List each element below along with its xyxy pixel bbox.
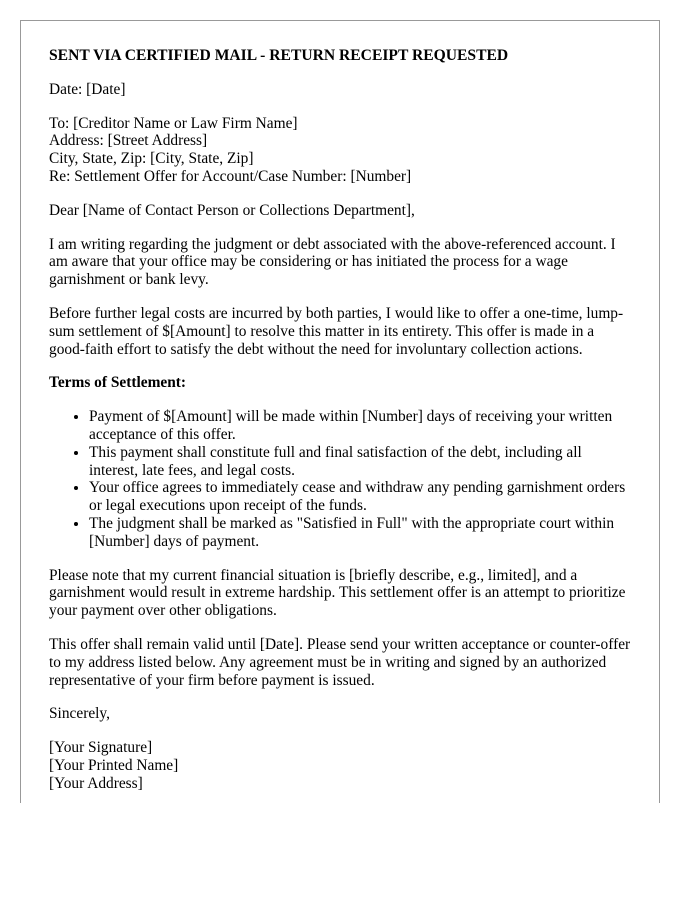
terms-list (49, 408, 632, 550)
recipient-block (49, 115, 632, 186)
term-item: • This payment shall constitute full and final satisfaction of the debt, including all interest, late fees, and legal costs. (89, 444, 632, 480)
term-item: • The judgment shall be marked as "Satisfied in Full" with the appropriate court within [Number] days of payment. (89, 515, 632, 551)
salutation: Dear [Name of Contact Person or Collections Department], (49, 201, 415, 219)
signature-line: [Your Signature] (49, 739, 153, 757)
letter-heading: SENT VIA CERTIFIED MAIL - RETURN RECEIPT REQUESTED (49, 47, 509, 64)
recipient-city-state-zip: City, State, Zip: [City, State, Zip] (49, 150, 254, 168)
letter-page (20, 20, 660, 803)
hardship-paragraph: Please note that my current financial situation is [briefly describe, e.g., limited], and a garnishment would result in extreme hardship. This settlement offer is an attempt to prioritize your payment over other obligations. (49, 566, 626, 620)
offer-paragraph: Before further legal costs are incurred by both parties, I would like to offer a one-time, lump-sum settlement of $[Amount] to resolve this matter in its entirety. This offer is made in a good-faith effort to satisfy the debt without the need for involuntary collection actions. (49, 304, 624, 358)
date-line: Date: [Date] (49, 80, 126, 98)
intro-paragraph: I am writing regarding the judgment or debt associated with the above-referenced account. I am aware that your office may be considering or has initiated the process for a wage garnishment or bank levy. (49, 235, 616, 289)
validity-paragraph: This offer shall remain valid until [Date]. Please send your written acceptance or counter-offer to my address listed below. Any agreement must be in writing and signed by an authorized representative of your firm before payment is issued. (49, 635, 631, 689)
term-item: • Payment of $[Amount] will be made within [Number] days of receiving your written acceptance of this offer. (89, 408, 632, 444)
subject-line: Re: Settlement Offer for Account/Case Number: [Number] (49, 167, 412, 185)
term-item: • Your office agrees to immediately cease and withdraw any pending garnishment orders or legal executions upon receipt of the funds. (89, 479, 632, 515)
signature-block (49, 739, 632, 792)
sender-address-line: [Your Address] (49, 774, 143, 792)
recipient-to: To: [Creditor Name or Law Firm Name] (49, 114, 298, 132)
terms-heading: Terms of Settlement: (49, 374, 187, 392)
closing: Sincerely, (49, 705, 110, 723)
printed-name-line: [Your Printed Name] (49, 756, 179, 774)
recipient-address: Address: [Street Address] (49, 132, 208, 150)
